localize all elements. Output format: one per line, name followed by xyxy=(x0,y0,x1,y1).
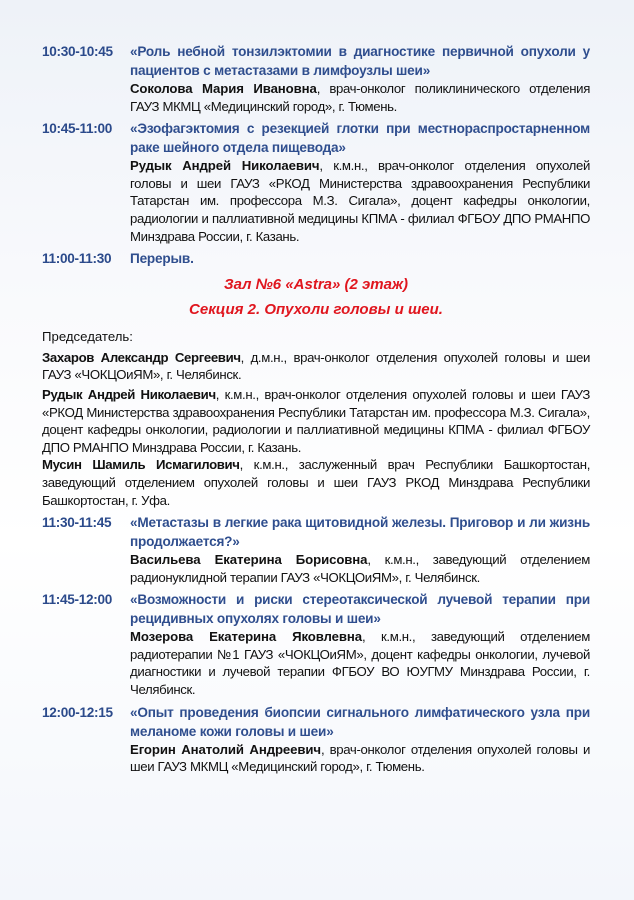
speaker xyxy=(130,741,590,776)
speaker xyxy=(130,628,590,698)
chair-name: Захаров Александр Сергеевич xyxy=(42,349,241,365)
speaker-name: Мозерова Екатерина Яковлевна xyxy=(130,629,363,645)
talk-title: «Метастазы в легкие рака щитовидной железы. Приговор и ли жизнь продолжается?» xyxy=(130,515,590,550)
entry-time: 11:00-11:30 xyxy=(42,251,112,267)
talk-title: «Опыт проведения биопсии сигнального лимфатического узла при меланоме кожи головы и шеи» xyxy=(130,704,590,739)
speaker-info: , к.м.н., врач-онколог отделения опухолей головы и шеи ГАУЗ «РКОД Министерства здравоохранения Республики Татарстан им. профессора М.З. Сигала», доцент кафедры онкологии, радиологии и паллиативной медицины КПМА - филиал ФГБОУ ДПО РМАНПО Минздрава России, г. Казань. xyxy=(130,158,590,244)
talk-title: «Роль небной тонзилэктомии в диагностике первичной опухоли у пациентов с метастазами в лимфоузлы шеи» xyxy=(130,44,590,78)
chair-name: Рудык Андрей Николаевич xyxy=(42,386,216,402)
speaker-name: Егорин Анатолий Андреевич xyxy=(130,741,321,757)
program-entry xyxy=(42,119,590,245)
speaker-name: Соколова Мария Ивановна xyxy=(130,81,317,96)
speaker-info: , к.м.н., заведующий отделением радиотерапии №1 ГАУЗ «ЧОКЦОиЯМ», доцент кафедры онкологии, лучевой диагностики и лучевой терапии ФГБОУ ВО ЮУГМУ Минздрава России, г. Челябинск. xyxy=(130,629,590,698)
chair-person xyxy=(42,349,590,384)
chair-person xyxy=(42,456,590,509)
program-entry xyxy=(42,703,590,776)
chair-label: Председатель: xyxy=(42,329,133,345)
break-title: Перерыв. xyxy=(130,251,194,267)
entry-time: 11:45-12:00 xyxy=(42,592,113,608)
chair-name: Мусин Шамиль Исмагилович xyxy=(42,457,240,473)
speaker-info: , к.м.н., заведующий отделением радионуклидной терапии ГАУЗ «ЧОКЦОиЯМ», г. Челябинск. xyxy=(130,552,590,585)
section-heading: Секция 2. Опухоли головы и шеи. xyxy=(189,301,443,319)
program-entry xyxy=(42,42,590,115)
speaker-name: Рудык Андрей Николаевич xyxy=(130,158,320,174)
speaker xyxy=(130,157,590,245)
chair-person xyxy=(42,386,590,456)
program-entry xyxy=(42,590,590,698)
entry-time: 11:30-11:45 xyxy=(42,515,112,531)
break-entry xyxy=(42,249,590,268)
chair-info: , д.м.н., врач-онколог отделения опухолей головы и шеи ГАУЗ «ЧОКЦОиЯМ», г. Челябинск. xyxy=(42,349,590,383)
speaker xyxy=(130,80,590,115)
hall-heading: Зал №6 «Astra» (2 этаж) xyxy=(223,276,409,294)
program-page xyxy=(42,42,590,780)
entry-time: 12:00-12:15 xyxy=(42,704,113,720)
chair-info: , к.м.н., заслуженный врач Республики Башкортостан, заведующий отделением опухолей головы и шеи ГАУЗ РКОД Минздрава Республики Башкортостан, г. Уфа. xyxy=(42,457,591,508)
entry-time: 10:30-10:45 xyxy=(42,44,113,59)
chair-info: , к.м.н., врач-онколог отделения опухолей головы и шеи ГАУЗ «РКОД Министерства здравоохранения Республики Татарстан им. профессора М.З. Сигала», доцент кафедры онкологии, радиологии и паллиативной медицины КПМА - филиал ФГБОУ ДПО РМАНПО Минздрава России, г. Казань. xyxy=(42,386,590,455)
talk-title: «Эзофагэктомия с резекцией глотки при местнораспростарненном раке шейного отдела пищевода» xyxy=(130,121,590,156)
speaker-info: , врач-онколог отделения опухолей головы и шеи ГАУЗ МКМЦ «Медицинский город», г. Тюмень. xyxy=(130,741,590,775)
entry-time: 10:45-11:00 xyxy=(42,121,113,137)
program-entry xyxy=(42,513,590,586)
talk-title: «Возможности и риски стереотаксической лучевой терапии при рецидивных опухолях головы и шеи» xyxy=(130,592,590,627)
speaker xyxy=(130,551,590,586)
speaker-name: Васильева Екатерина Борисовна xyxy=(130,552,368,568)
speaker-info: , врач-онколог поликлинического отделения ГАУЗ МКМЦ «Медицинский город», г. Тюмень. xyxy=(130,81,590,114)
